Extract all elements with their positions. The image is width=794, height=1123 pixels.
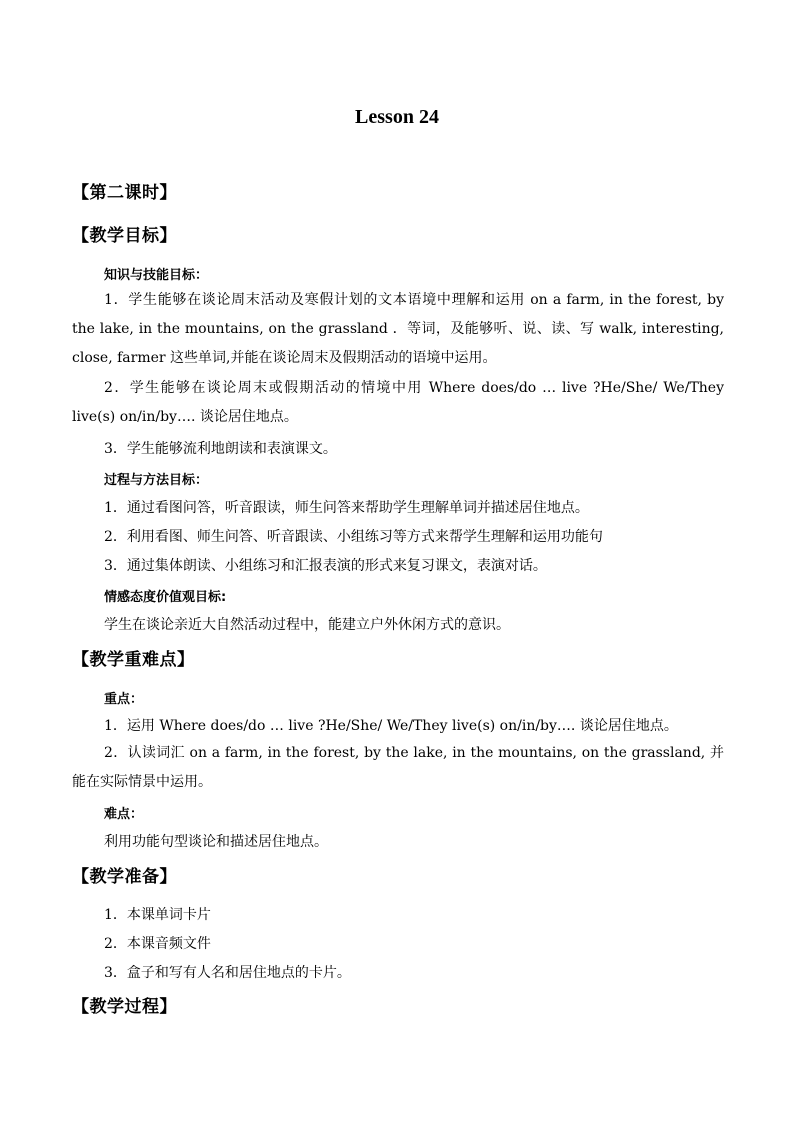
process-goal-1: 1．通过看图问答，听音跟读，师生问答来帮助学生理解单词并描述居住地点。 — [104, 500, 589, 516]
section-heading-second-lesson: 【第二课时】 — [72, 183, 177, 203]
knowledge-goal-3: 3．学生能够流利地朗读和表演课文。 — [104, 441, 337, 457]
section-heading-process: 【教学过程】 — [72, 997, 177, 1017]
difficult-point-1: 利用功能句型谈论和描述居住地点。 — [104, 834, 328, 850]
emotion-goal-1: 学生在谈论亲近大自然活动过程中，能建立户外休闲方式的意识。 — [104, 617, 510, 633]
section-heading-preparation: 【教学准备】 — [72, 867, 177, 887]
lesson-title: Lesson 24 — [355, 106, 439, 128]
process-goals-heading: 过程与方法目标： — [104, 473, 209, 488]
key-point-2: 2．认读词汇 on a farm, in the forest, by the lake, in the mountains, on the grassland, 并能在实际情景中运用。 — [72, 745, 724, 790]
prep-item-1: 1．本课单词卡片 — [104, 907, 211, 923]
process-goal-2: 2．利用看图、师生问答、听音跟读、小组练习等方式来帮学生理解和运用功能句 — [104, 529, 603, 545]
emotion-goals-heading: 情感态度价值观目标: — [104, 590, 227, 605]
key-points-heading: 重点： — [104, 692, 144, 707]
knowledge-goal-1: 1．学生能够在谈论周末活动及寒假计划的文本语境中理解和运用 on a farm, in the forest, by the lake, in the mountains, on the grassland ．等词，及能够听、说、读、写 walk, interesting, close, farmer 这些单词,并能在谈论周末及假期活动的语境中运用。 — [72, 292, 724, 366]
prep-item-3: 3．盒子和写有人名和居住地点的卡片。 — [104, 965, 351, 981]
knowledge-goals-heading: 知识与技能目标： — [104, 268, 209, 283]
section-heading-key-points: 【教学重难点】 — [72, 650, 195, 670]
section-heading-teaching-goals: 【教学目标】 — [72, 226, 177, 246]
key-point-1: 1．运用 Where does/do … live ?He/She/ We/They live(s) on/in/by…. 谈论居住地点。 — [104, 718, 678, 734]
process-goal-3: 3．通过集体朗读、小组练习和汇报表演的形式来复习课文，表演对话。 — [104, 558, 547, 574]
knowledge-goal-2: 2．学生能够在谈论周末或假期活动的情境中用 Where does/do … live ?He/She/ We/They live(s) on/in/by…. 谈论居住地点。 — [72, 380, 724, 425]
prep-item-2: 2．本课音频文件 — [104, 936, 211, 952]
difficult-points-heading: 难点： — [104, 807, 144, 822]
